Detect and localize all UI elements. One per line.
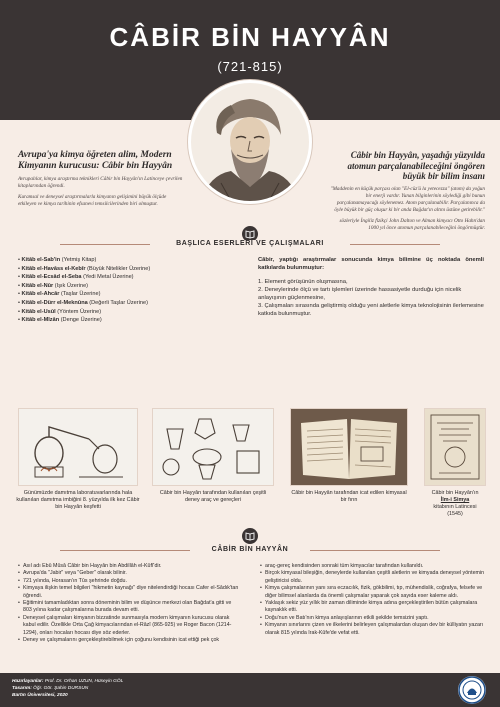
footer-credits: Hazırlayanlar: Prof. Dr. Orhan UZUN, Hüseyin GÖL Tasarım: Öğr. Gör. Şahin DURSUN Bartın Üniversitesi, 2020	[12, 679, 124, 698]
list-item: • Kitâb el-Ahcâr (Taşlar Üzerine)	[18, 291, 101, 298]
list-item: • Deneysel çalışmaları kimyanın bizzatinde sunmasıyla modern kimyanın kurucusu olarak kabul edilir. Özellikle Orta Çağ kimyacılarından el-Râzî (865-925) ve Roger Bacon (1214-1294), onları hocaları hocası diye söz ederler.	[18, 615, 240, 637]
contribution-point: 1. Element görüşünün oluşmasına,	[258, 279, 348, 285]
page-years: (721-815)	[217, 59, 283, 74]
contributions-lead: Câbir, yaptığı araştırmalar sonucunda kimya bilimine üç noktada önemli katkılarda bulunmuştur:	[258, 257, 484, 271]
life-list-left	[18, 563, 240, 644]
intro-right-block	[330, 150, 485, 232]
image-caption-4: Câbir bin Hayyân'ın İlm-i Simya kitabının Latincesi (1545)	[431, 490, 479, 517]
life-title: CÂBİR BİN HAYYÂN	[190, 546, 310, 553]
furnace-book-image	[290, 408, 408, 486]
list-item: • Kitâb el-Usûl (Yöntem Üzerine)	[18, 308, 102, 315]
contribution-point: 2. Deneylerinde ölçü ve tartı işlemleri üzerinde hassasiyetle durduğu için nicelik anlayışının güçlenmesine,	[258, 287, 462, 301]
intro-right-heading: Câbir bin Hayyân, yaşadığı yüzyılda atomun parçalanabileceğini öngören büyük bir bilim insanı	[347, 150, 485, 181]
list-item: • 721 yılında, Horasan'ın Tûs şehrinde doğdu.	[18, 578, 240, 585]
list-item: • Kitâb el-Havâss el-Kebîr (Büyük Nitelikler Üzerine)	[18, 265, 151, 272]
list-item: • Yaklaşık sekiz yüz yıllık bir zaman diliminde kimya adına gerçekleştirilen bütün çalışmalara kaynaklık etti.	[260, 600, 486, 615]
list-item: • Doğu'nun ve Batı'nın kimya anlayışlarının etkili şekilde temsizini yaptı.	[260, 615, 486, 622]
list-item: • Kimyaya ilişkin temel bilgileri "hikmetin kaynağı" diye nitelendirdiği hocası Cafer el-Sâdık'tan öğrendi.	[18, 585, 240, 600]
footer-bar	[0, 673, 500, 707]
list-item: • Avrupa'da "Jabir" veya "Geber" olarak bilinir.	[18, 570, 240, 577]
intro-left-block	[18, 150, 183, 208]
instruments-image	[152, 408, 274, 486]
portrait-image	[188, 80, 312, 204]
list-item: • Birçok kimyasal bileşiğin, deneylerde kullanılan çeşitli aletlerin ve kimyada deneysel yöntemin geliştiricisi oldu.	[260, 570, 486, 585]
list-item: • Deney ve çalışmalarını gerçekleştirebilmek için çoğunu kendisinin icat ettiği pek çok	[18, 637, 240, 644]
list-item: • Kitâb el-Sab'in (Yetmiş Kitap)	[18, 257, 97, 263]
intro-right-quote: "Maddenin en küçük parçası olan "El-cüz'ü la yetecezza" (atom) da yoğun bir enerji vardır. Yunan bilginlerinin söylediği gibi bunun parçalanamayacağı söylenemez. Atom parçalanabilir. Parçalanınca da öyle büyük bir güç oluşur ki bir anda Bağdat'ın altını üstüne getirebilir."	[330, 185, 485, 213]
distillation-image	[18, 408, 138, 486]
image-caption-2: Câbir bin Hayyân tarafından kullanılan çeşitli deney araç ve gereçleri	[159, 490, 267, 503]
image-caption-3: Câbir bin Hayyân tarafından icat edilen kimyasal bir fırın	[291, 490, 407, 503]
page-title: CÂBİR BİN HAYYÂN	[109, 22, 391, 52]
works-list	[18, 256, 233, 325]
contribution-point: 3. Çalışmaları sırasında geliştirmiş olduğu yeni aletlerle kimya teknolojisinin ilerlemesine katkıda bulunmuştur.	[258, 303, 484, 317]
list-item: • Kitâb el-Dürr el-Meknûna (Değerli Taşlar Üzerine)	[18, 299, 148, 306]
intro-left-body-2: Kuramsal ve deneysel araştırmalarla kimyanın gelişimini büyük ölçüde etkileyen ve kimya tarihinin efsanevi temsilcilerinden biri olmuştur.	[18, 194, 167, 207]
list-item: • Kimya çalışmalarının yanı sıra eczacılık, fizik, gökbilimi, tıp, mühendislik, coğrafya, felsefe ve diğer bilimsel alanlarda da önemli çalışmalar yaparak çok sayıda eser kaleme aldı.	[260, 585, 486, 600]
list-item: • Kitâb el-Nûr (Işık Üzerine)	[18, 282, 89, 289]
portrait-illustration	[191, 83, 309, 201]
list-item: • Kitâb el-Mîzân (Denge Üzerine)	[18, 317, 102, 324]
image-caption-1: Günümüzde damıtma laboratuvarlarında hala kullanılan damıtma imbiğini 8. yüzyılda ilk kez Câbir bin Hayyân keşfetti	[16, 490, 140, 510]
works-title: BAŞLICA ESERLERİ VE ÇALIŞMALARI	[150, 240, 350, 247]
list-item: • Eğitimini tamamladıktan sonra döneminin bilim ve düşünce merkezi olan Bağdat'a gitti ve 803 yılına kadar çalışmalarına burada devam etti.	[18, 600, 240, 615]
list-item: • Asıl adı Ebû Mûsâ Câbir bin Hayyân bin Abdillâh el-Kûfî'dir.	[18, 563, 240, 570]
list-item: • araç-gereç kendisinden sonraki tüm kimyacılar tarafından kullanıldı.	[260, 563, 486, 570]
life-list-right	[260, 563, 486, 637]
list-item: • Kimyanın sınırlarını çizen ve ilkelerini belirleyen çalışmalardan oluşan dev bir külliyatın yazarı olarak 815 yılında Irak-Kûfe'de vefat etti.	[260, 622, 486, 637]
intro-right-note: sözleriyle İngiliz fizikçi John Dalton ve Alman kimyacı Otto Hahn'dan 1000 yıl önce atomun parçalanabileceğini öngörmüştür.	[339, 217, 485, 231]
intro-left-heading: Avrupa'ya kimya öğreten alim, Modern Kimyanın kurucusu: Câbir bin Hayyân	[18, 150, 173, 171]
book-icon	[242, 528, 258, 544]
university-seal-icon	[458, 676, 486, 704]
latin-book-cover-image	[424, 408, 486, 486]
contributions-block	[258, 256, 484, 318]
list-item: • Kitâb el-Ecsâd el-Seba (Yedi Metal Üzerine)	[18, 274, 134, 281]
intro-left-body-1: Avrupalılar, kimya araştırma teknikleri Câbir bin Hayyân'ın Latinceye çevrilen kitaplarından öğrendi.	[18, 176, 183, 189]
